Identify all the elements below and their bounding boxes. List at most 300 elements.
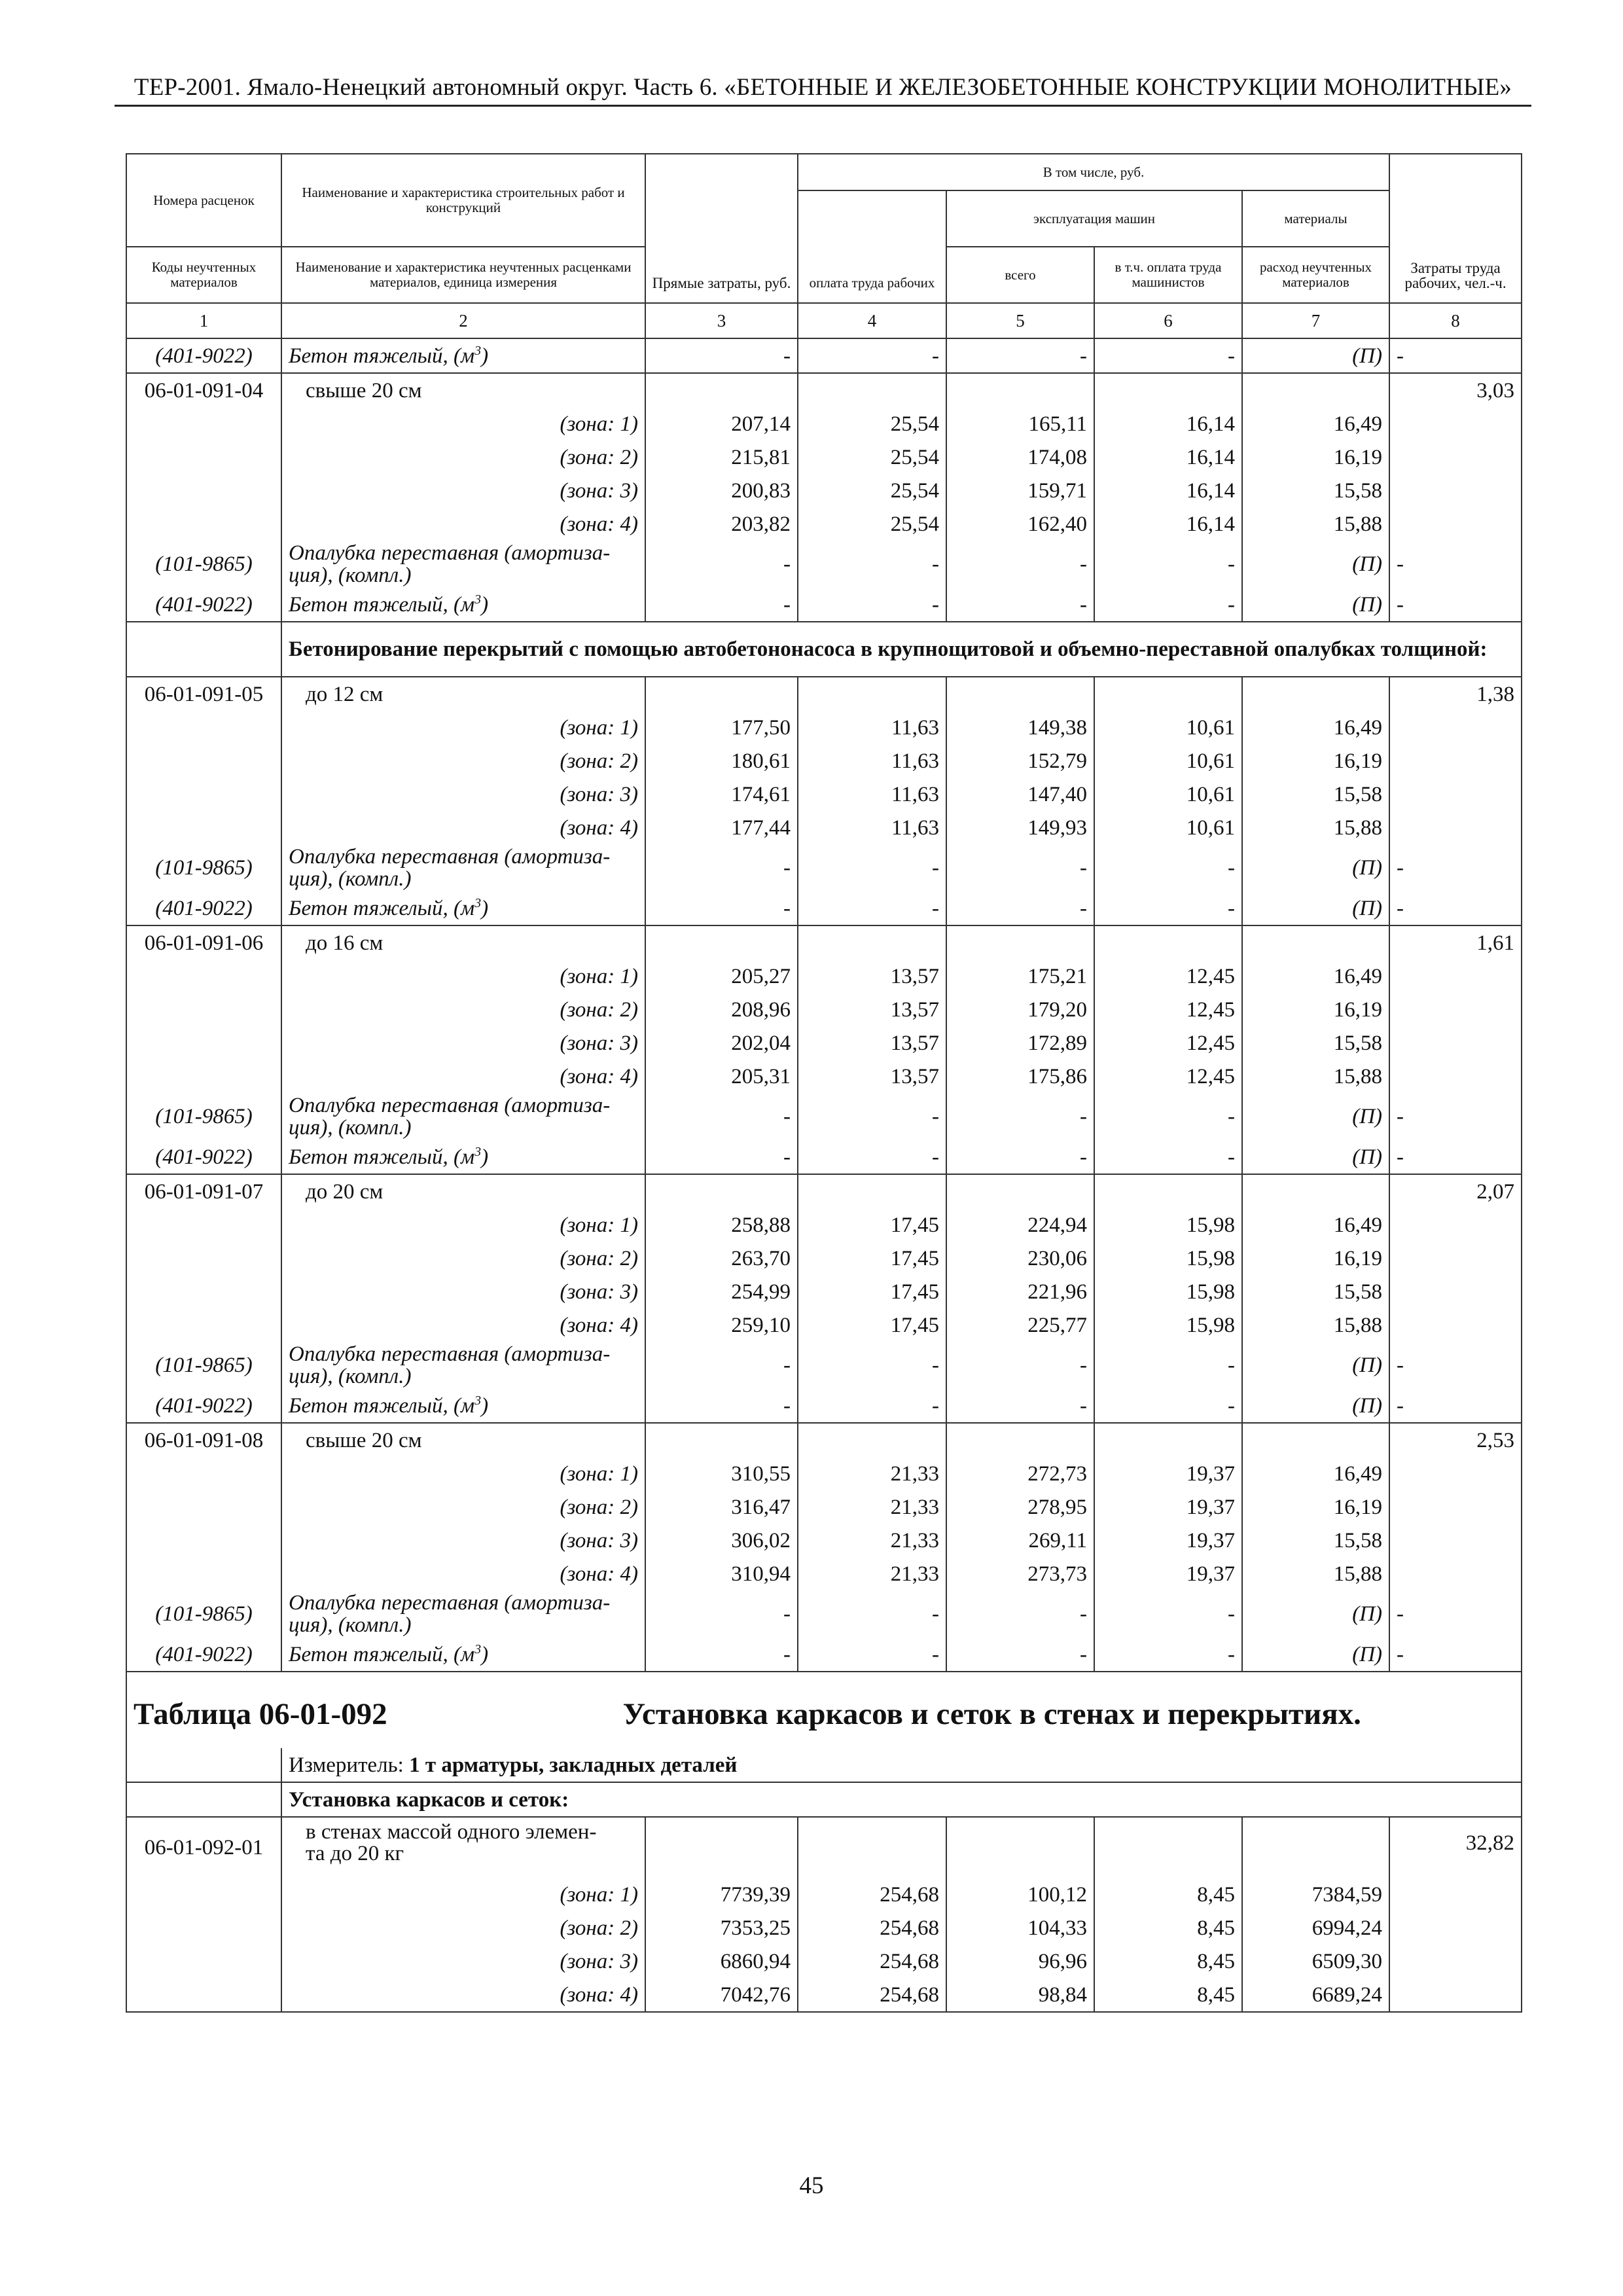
zone-row: [126, 960, 1522, 993]
empty-cell: [126, 1208, 281, 1242]
zone-value: 230,06: [946, 1242, 1094, 1275]
zone-label: (зона: 4): [281, 1978, 645, 2012]
zone-value: 12,45: [1094, 1060, 1242, 1093]
zone-label: (зона: 1): [281, 1878, 645, 1911]
zone-value: 8,45: [1094, 1945, 1242, 1978]
empty-value: -: [946, 1389, 1094, 1423]
zone-value: 175,86: [946, 1060, 1094, 1093]
empty-value: -: [946, 844, 1094, 891]
unit-exponent: 3: [474, 1393, 482, 1408]
zone-value: 175,21: [946, 960, 1094, 993]
empty-value: -: [1094, 891, 1242, 925]
empty-cell: [126, 507, 281, 541]
empty-value: -: [1389, 1590, 1522, 1638]
zone-label: (зона: 3): [281, 778, 645, 811]
empty-cell: [645, 925, 798, 960]
empty-cell: [126, 622, 281, 677]
empty-value: -: [645, 1590, 798, 1638]
section-heading: Бетонирование перекрытий с помощью автобетононасоса в крупнощитовой и объемно-переставной опалубках толщиной:: [281, 622, 1522, 677]
zone-value: 225,77: [946, 1308, 1094, 1342]
materials-header: материалы: [1242, 190, 1389, 247]
empty-value: -: [798, 1389, 946, 1423]
zone-value: 203,82: [645, 507, 798, 541]
empty-cell: [1389, 1242, 1522, 1275]
zone-value: 159,71: [946, 474, 1094, 507]
zone-value: 16,19: [1242, 993, 1389, 1026]
section-heading: Установка каркасов и сеток:: [281, 1782, 1522, 1817]
material-rate: (П): [1242, 1638, 1389, 1672]
zone-value: 149,38: [946, 711, 1094, 744]
material-name-line: ция), (компл.): [289, 1613, 412, 1637]
empty-cell: [1389, 744, 1522, 778]
rate-row: [126, 373, 1522, 407]
zone-value: 17,45: [798, 1242, 946, 1275]
empty-cell: [946, 925, 1094, 960]
material-code: (401-9022): [126, 588, 281, 622]
zone-value: 7384,59: [1242, 1878, 1389, 1911]
empty-cell: [1389, 407, 1522, 440]
material-row: [126, 541, 1522, 588]
zone-value: 21,33: [798, 1490, 946, 1524]
empty-value: -: [946, 1140, 1094, 1174]
empty-value: -: [1094, 844, 1242, 891]
zone-value: 147,40: [946, 778, 1094, 811]
labor-cost: 1,38: [1389, 677, 1522, 711]
empty-cell: [1389, 778, 1522, 811]
zone-row: [126, 1490, 1522, 1524]
zone-value: 16,49: [1242, 711, 1389, 744]
section-row: [126, 1782, 1522, 1817]
material-rate: (П): [1242, 541, 1389, 588]
column-number: 1: [126, 303, 281, 338]
material-name-line: ция), (компл.): [289, 867, 412, 891]
labor-cost: 32,82: [1389, 1817, 1522, 1878]
empty-cell: [126, 1945, 281, 1978]
zone-row: [126, 1060, 1522, 1093]
unit-exponent: 3: [474, 343, 482, 358]
zone-value: 205,27: [645, 960, 798, 993]
empty-cell: [126, 1457, 281, 1490]
zone-label: (зона: 1): [281, 1457, 645, 1490]
zone-value: 16,19: [1242, 744, 1389, 778]
zone-value: 254,68: [798, 1978, 946, 2012]
column-number: 7: [1242, 303, 1389, 338]
zone-value: 254,99: [645, 1275, 798, 1308]
material-name-tail: ): [481, 344, 489, 368]
zone-value: 10,61: [1094, 778, 1242, 811]
empty-cell: [126, 1911, 281, 1945]
empty-cell: [126, 811, 281, 844]
empty-cell: [1389, 440, 1522, 474]
zone-value: 254,68: [798, 1878, 946, 1911]
zone-value: 17,45: [798, 1275, 946, 1308]
zone-value: 15,88: [1242, 1308, 1389, 1342]
material-name: [281, 1590, 645, 1638]
material-code: (401-9022): [126, 1140, 281, 1174]
empty-cell: [126, 1490, 281, 1524]
zone-value: 258,88: [645, 1208, 798, 1242]
empty-cell: [1389, 1978, 1522, 2012]
rate-name: [281, 1817, 645, 1878]
zone-row: [126, 1978, 1522, 2012]
zone-value: 310,55: [645, 1457, 798, 1490]
empty-value: -: [1094, 1638, 1242, 1672]
empty-cell: [126, 1275, 281, 1308]
empty-value: -: [645, 541, 798, 588]
empty-value: -: [1389, 1093, 1522, 1140]
zone-label: (зона: 3): [281, 1945, 645, 1978]
empty-cell: [1389, 507, 1522, 541]
empty-value: -: [1094, 1093, 1242, 1140]
empty-cell: [946, 373, 1094, 407]
rate-name-line: та до 20 кг: [306, 1842, 404, 1865]
material-rate: (П): [1242, 588, 1389, 622]
zone-value: 10,61: [1094, 811, 1242, 844]
zone-value: 15,58: [1242, 1026, 1389, 1060]
material-code: (101-9865): [126, 1093, 281, 1140]
material-name-line: Опалубка переставная (амортиза-: [289, 541, 611, 565]
empty-cell: [645, 1423, 798, 1457]
empty-value: -: [946, 1342, 1094, 1389]
zone-value: 100,12: [946, 1878, 1094, 1911]
empty-cell: [1389, 1945, 1522, 1978]
empty-cell: [126, 1748, 281, 1782]
zone-value: 98,84: [946, 1978, 1094, 2012]
zone-value: 273,73: [946, 1557, 1094, 1590]
rate-code: 06-01-091-08: [126, 1423, 281, 1457]
col1-top-header: Номера расценок: [126, 154, 281, 247]
rate-code: 06-01-091-07: [126, 1174, 281, 1208]
zone-value: 15,88: [1242, 811, 1389, 844]
zone-value: 16,14: [1094, 407, 1242, 440]
material-rate: (П): [1242, 844, 1389, 891]
empty-value: -: [1389, 1342, 1522, 1389]
rate-name: до 16 см: [281, 925, 645, 960]
empty-value: -: [645, 891, 798, 925]
empty-value: -: [1094, 1140, 1242, 1174]
zone-value: 10,61: [1094, 744, 1242, 778]
zone-value: 25,54: [798, 507, 946, 541]
zone-value: 15,88: [1242, 1557, 1389, 1590]
empty-cell: [645, 677, 798, 711]
empty-value: -: [1094, 1590, 1242, 1638]
column-number: 8: [1389, 303, 1522, 338]
zone-value: 11,63: [798, 811, 946, 844]
rate-row: [126, 1817, 1522, 1878]
empty-cell: [1389, 811, 1522, 844]
material-rate: (П): [1242, 1590, 1389, 1638]
meter-value: 1 т арматуры, закладных деталей: [409, 1753, 738, 1777]
rate-name: до 12 см: [281, 677, 645, 711]
zone-value: 19,37: [1094, 1457, 1242, 1490]
rate-code: 06-01-091-05: [126, 677, 281, 711]
rate-code: 06-01-091-04: [126, 373, 281, 407]
rate-row: [126, 1174, 1522, 1208]
zone-row: [126, 1945, 1522, 1978]
empty-value: -: [946, 1093, 1094, 1140]
page-header: ТЕР-2001. Ямало-Ненецкий автономный округ. Часть 6. «БЕТОННЫЕ И ЖЕЛЕЗОБЕТОННЫЕ КОНСТРУКЦИИ МОНОЛИТНЫЕ»: [134, 74, 1512, 101]
column-number: 3: [645, 303, 798, 338]
empty-cell: [1389, 1878, 1522, 1911]
empty-cell: [126, 1557, 281, 1590]
empty-cell: [126, 1524, 281, 1557]
zone-value: 162,40: [946, 507, 1094, 541]
empty-value: -: [1389, 338, 1522, 373]
empty-cell: [126, 1060, 281, 1093]
empty-value: -: [1094, 1342, 1242, 1389]
zone-value: 16,19: [1242, 440, 1389, 474]
zone-value: 205,31: [645, 1060, 798, 1093]
material-name-line: Опалубка переставная (амортиза-: [289, 1094, 611, 1117]
empty-value: -: [645, 1389, 798, 1423]
empty-value: -: [798, 1638, 946, 1672]
unit-exponent: 3: [474, 895, 482, 910]
empty-value: -: [1389, 1389, 1522, 1423]
zone-label: (зона: 2): [281, 440, 645, 474]
zone-value: 16,19: [1242, 1242, 1389, 1275]
empty-cell: [798, 677, 946, 711]
material-name-line: ция), (компл.): [289, 1116, 412, 1139]
empty-cell: [1389, 1490, 1522, 1524]
zone-value: 104,33: [946, 1911, 1094, 1945]
labor-cost: 3,03: [1389, 373, 1522, 407]
empty-cell: [1242, 1423, 1389, 1457]
empty-cell: [1389, 1308, 1522, 1342]
empty-value: -: [1389, 588, 1522, 622]
zone-value: 15,98: [1094, 1308, 1242, 1342]
zone-row: [126, 993, 1522, 1026]
material-row: [126, 1140, 1522, 1174]
empty-cell: [1094, 925, 1242, 960]
zone-row: [126, 1457, 1522, 1490]
zone-value: 21,33: [798, 1524, 946, 1557]
zone-value: 12,45: [1094, 1026, 1242, 1060]
empty-cell: [126, 778, 281, 811]
material-row: [126, 588, 1522, 622]
material-row: [126, 891, 1522, 925]
empty-cell: [946, 1174, 1094, 1208]
zone-value: 16,14: [1094, 474, 1242, 507]
material-rate: (П): [1242, 891, 1389, 925]
zone-value: 15,88: [1242, 507, 1389, 541]
zone-value: 200,83: [645, 474, 798, 507]
empty-value: -: [1094, 1389, 1242, 1423]
empty-cell: [1242, 373, 1389, 407]
empty-cell: [1389, 993, 1522, 1026]
zone-value: 208,96: [645, 993, 798, 1026]
empty-value: -: [1389, 1638, 1522, 1672]
zone-row: [126, 407, 1522, 440]
zone-value: 15,58: [1242, 1524, 1389, 1557]
material-row: [126, 1342, 1522, 1389]
zone-value: 6860,94: [645, 1945, 798, 1978]
table-title-row: [126, 1672, 1522, 1748]
material-name-line: Опалубка переставная (амортиза-: [289, 1342, 611, 1366]
empty-value: -: [1389, 1140, 1522, 1174]
zone-value: 6509,30: [1242, 1945, 1389, 1978]
empty-cell: [798, 1174, 946, 1208]
zone-value: 254,68: [798, 1911, 946, 1945]
rate-name: свыше 20 см: [281, 373, 645, 407]
unit-exponent: 3: [474, 592, 482, 607]
meter-label: Измеритель:: [289, 1753, 410, 1777]
material-code: (101-9865): [126, 1590, 281, 1638]
zone-label: (зона: 1): [281, 407, 645, 440]
zone-label: (зона: 2): [281, 1242, 645, 1275]
zone-value: 12,45: [1094, 960, 1242, 993]
empty-cell: [126, 711, 281, 744]
zone-value: 306,02: [645, 1524, 798, 1557]
zone-label: (зона: 2): [281, 1490, 645, 1524]
empty-cell: [126, 1782, 281, 1817]
material-name-text: Бетон тяжелый, (м: [289, 1145, 475, 1169]
zone-label: (зона: 4): [281, 811, 645, 844]
material-name-tail: ): [481, 896, 489, 920]
zone-row: [126, 507, 1522, 541]
zone-value: 16,49: [1242, 407, 1389, 440]
zone-value: 15,58: [1242, 1275, 1389, 1308]
zone-label: (зона: 3): [281, 1026, 645, 1060]
zone-row: [126, 711, 1522, 744]
zone-value: 263,70: [645, 1242, 798, 1275]
header-row: [126, 154, 1522, 190]
empty-cell: [1094, 1174, 1242, 1208]
material-rate: (П): [1242, 338, 1389, 373]
zone-label: (зона: 2): [281, 744, 645, 778]
empty-cell: [1389, 1557, 1522, 1590]
meter-row: [126, 1748, 1522, 1782]
empty-cell: [126, 1026, 281, 1060]
material-code: (401-9022): [126, 1389, 281, 1423]
zone-value: 15,98: [1094, 1242, 1242, 1275]
zone-value: 16,14: [1094, 440, 1242, 474]
zone-value: 8,45: [1094, 1978, 1242, 2012]
material-name-line: Опалубка переставная (амортиза-: [289, 1591, 611, 1615]
zone-value: 254,68: [798, 1945, 946, 1978]
empty-value: -: [798, 844, 946, 891]
empty-value: -: [798, 338, 946, 373]
material-name: [281, 1140, 645, 1174]
labor-cost: 2,07: [1389, 1174, 1522, 1208]
section-row: [126, 622, 1522, 677]
empty-cell: [126, 474, 281, 507]
empty-value: -: [946, 338, 1094, 373]
empty-value: -: [798, 1140, 946, 1174]
empty-value: -: [1389, 891, 1522, 925]
col2-top-header: Наименование и характеристика строительных работ и конструкций: [281, 154, 645, 247]
empty-value: -: [798, 588, 946, 622]
included-header: В том числе, руб.: [798, 154, 1389, 190]
zone-value: 310,94: [645, 1557, 798, 1590]
col7-header: расход неучтенных материалов: [1242, 247, 1389, 303]
zone-label: (зона: 4): [281, 1557, 645, 1590]
zone-value: 17,45: [798, 1208, 946, 1242]
zone-value: 25,54: [798, 474, 946, 507]
empty-cell: [126, 744, 281, 778]
zone-value: 174,61: [645, 778, 798, 811]
rate-code: 06-01-092-01: [126, 1817, 281, 1878]
empty-cell: [1242, 677, 1389, 711]
zone-row: [126, 1242, 1522, 1275]
empty-cell: [1389, 474, 1522, 507]
material-row: [126, 1590, 1522, 1638]
empty-cell: [1242, 1174, 1389, 1208]
empty-cell: [798, 925, 946, 960]
column-number: 6: [1094, 303, 1242, 338]
zone-value: 15,58: [1242, 778, 1389, 811]
zone-value: 21,33: [798, 1557, 946, 1590]
empty-value: -: [645, 588, 798, 622]
zone-label: (зона: 4): [281, 1308, 645, 1342]
zone-value: 15,88: [1242, 1060, 1389, 1093]
material-name-tail: ): [481, 592, 489, 617]
empty-value: -: [798, 1342, 946, 1389]
material-name-line: ция), (компл.): [289, 564, 412, 587]
zone-label: (зона: 3): [281, 474, 645, 507]
zone-value: 19,37: [1094, 1524, 1242, 1557]
rate-name-line: в стенах массой одного элемен-: [306, 1820, 597, 1844]
material-name-tail: ): [481, 1642, 489, 1666]
zone-value: 15,98: [1094, 1275, 1242, 1308]
empty-cell: [798, 373, 946, 407]
material-name: [281, 338, 645, 373]
unit-exponent: 3: [474, 1641, 482, 1657]
zone-value: 149,93: [946, 811, 1094, 844]
material-code: (401-9022): [126, 1638, 281, 1672]
zone-value: 10,61: [1094, 711, 1242, 744]
material-name-tail: ): [481, 1393, 489, 1418]
rate-code: 06-01-091-06: [126, 925, 281, 960]
empty-value: -: [798, 1093, 946, 1140]
zone-value: 207,14: [645, 407, 798, 440]
empty-cell: [946, 677, 1094, 711]
material-name: [281, 541, 645, 588]
zone-value: 202,04: [645, 1026, 798, 1060]
col4-header: оплата труда рабочих: [798, 190, 946, 303]
zone-label: (зона: 2): [281, 993, 645, 1026]
zone-value: 272,73: [946, 1457, 1094, 1490]
material-code: (401-9022): [126, 891, 281, 925]
material-name-line: Опалубка переставная (амортиза-: [289, 845, 611, 869]
zone-value: 25,54: [798, 407, 946, 440]
material-name-text: Бетон тяжелый, (м: [289, 592, 475, 617]
machines-header: эксплуатация машин: [946, 190, 1242, 247]
material-name: [281, 1389, 645, 1423]
zone-value: 6689,24: [1242, 1978, 1389, 2012]
rate-row: [126, 925, 1522, 960]
zone-value: 11,63: [798, 711, 946, 744]
col1-bottom-header: Коды неучтенных материалов: [126, 247, 281, 303]
material-name: [281, 891, 645, 925]
zone-label: (зона: 4): [281, 507, 645, 541]
page-number: 45: [799, 2172, 824, 2199]
empty-value: -: [645, 1140, 798, 1174]
rate-name: до 20 см: [281, 1174, 645, 1208]
material-name: [281, 1638, 645, 1672]
unit-exponent: 3: [474, 1144, 482, 1159]
material-name-text: Бетон тяжелый, (м: [289, 896, 475, 920]
material-name: [281, 1342, 645, 1389]
material-name: [281, 844, 645, 891]
col3-header: Прямые затраты, руб.: [645, 154, 798, 303]
empty-cell: [126, 407, 281, 440]
zone-value: 25,54: [798, 440, 946, 474]
zone-value: 8,45: [1094, 1911, 1242, 1945]
zone-label: (зона: 1): [281, 960, 645, 993]
zone-value: 15,58: [1242, 474, 1389, 507]
zone-value: 13,57: [798, 1026, 946, 1060]
empty-value: -: [1094, 541, 1242, 588]
